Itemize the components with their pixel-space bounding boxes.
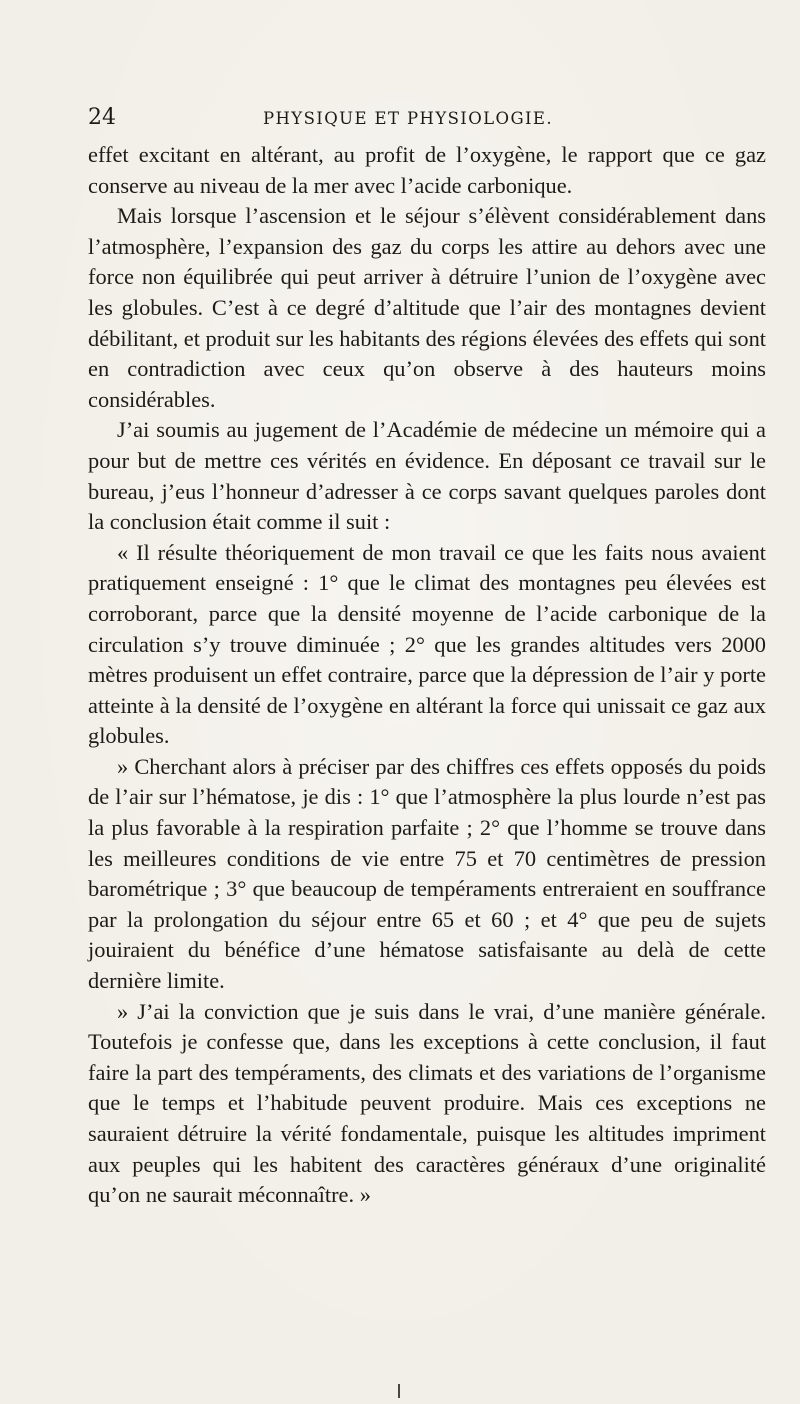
paragraph: effet excitant en altérant, au profit de l’oxygène, le rapport que ce gaz conserve au niveau de la mer avec l’acide carbonique. <box>88 142 766 198</box>
page-header <box>88 101 768 135</box>
body-text <box>88 140 766 1211</box>
quoted-paragraph: » J’ai la conviction que je suis dans le vrai, d’une manière générale. Toutefois je confesse que, dans les exceptions à cette conclusion, il faut faire la part des tempéraments, des climats et des variations de l’organisme que le temps et l’habitude peuvent produire. Mais ces exceptions ne sauraient détruire la vérité fondamentale, puisque les altitudes impriment aux peuples qui les habitent des caractères généraux d’une originalité qu’on ne saurait méconnaître. » <box>88 998 766 1208</box>
quoted-paragraph: » Cherchant alors à préciser par des chiffres ces effets opposés du poids de l’air sur l’hématose, je dis : 1° que l’atmosphère la plus lourde n’est pas la plus favorable à la respiration parfaite ; 2° que l’homme se trouve dans les meilleures conditions de vie entre 75 et 70 centimètres de pression barométrique ; 3° que beaucoup de tempéraments entreraient en souffrance par la prolongation du séjour entre 65 et 60 ; et 4° que peu de sujets jouiraient du bénéfice d’une hématose satisfaisante au delà de cette dernière limite. <box>88 753 766 994</box>
paragraph: Mais lorsque l’ascension et le séjour s’élèvent considérablement dans l’atmosphère, l’expansion des gaz du corps les attire au dehors avec une force non équilibrée qui peut arriver à détruire l’union de l’oxygène avec les globules. C’est à ce degré d’altitude que l’air des montagnes devient débilitant, et produit sur les habitants des régions élevées des effets qui sont en contradiction avec ceux qu’on observe à des hauteurs moins considérables. <box>88 203 766 412</box>
print-mark <box>398 1384 400 1398</box>
quoted-paragraph: « Il résulte théoriquement de mon travail ce que les faits nous avaient pratiquement enseigné : 1° que le climat des montagnes peu élevées est corroborant, parce que la densité moyenne de l’acide carbonique de la circulation s’y trouve diminuée ; 2° que les grandes altitudes vers 2000 mètres produisent un effet contraire, parce que la dépression de l’air y porte atteinte à la densité de l’oxygène en altérant la force qui unissait ce gaz aux globules. <box>88 539 766 749</box>
paragraph: J’ai soumis au jugement de l’Académie de médecine un mémoire qui a pour but de mettre ces vérités en évidence. En déposant ce travail sur le bureau, j’eus l’honneur d’adresser à ce corps savant quelques paroles dont la conclusion était comme il suit : <box>88 417 766 535</box>
running-head: PHYSIQUE ET PHYSIOLOGIE. <box>263 109 554 128</box>
page-number: 24 <box>88 105 116 130</box>
